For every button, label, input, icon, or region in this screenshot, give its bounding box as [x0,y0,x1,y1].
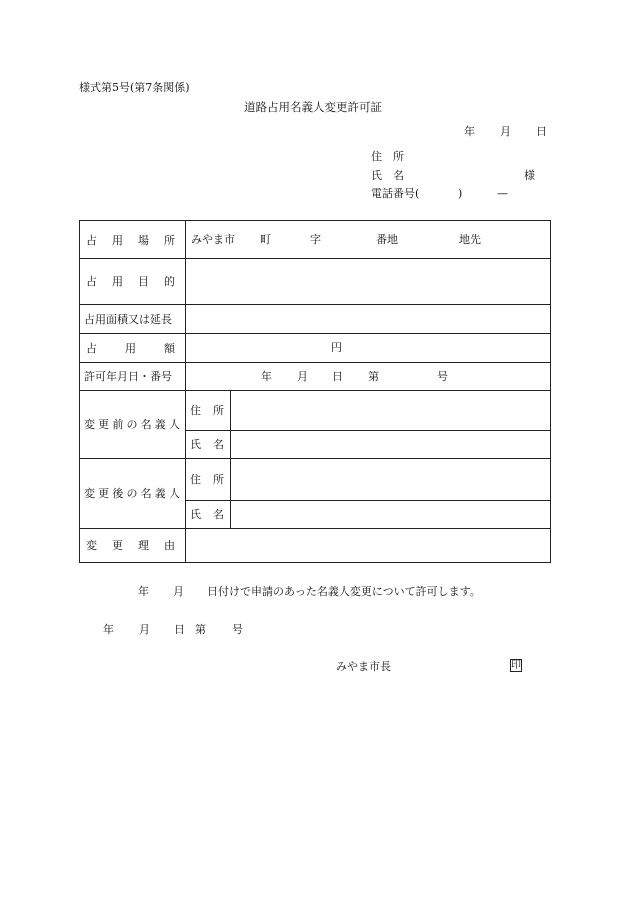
form-number: 様式第5号(第7条関係) [79,81,190,94]
after-owner-label: 変 更 後 の 名 義 人 [84,487,180,500]
applicant-name-label: 氏 名 [371,169,404,182]
column-divider [185,221,186,562]
reason-label: 変 更 理 由 [86,539,175,552]
place-saki: 地先 [459,233,481,246]
date-day: 日 [536,125,547,138]
after-name-label: 氏 名 [190,508,224,521]
issue-month: 月 [139,623,150,636]
row-divider [185,430,550,431]
permit-go: 号 [437,370,448,383]
applicant-address-label: 住 所 [371,150,404,163]
date-year: 年 [464,125,475,138]
date-month: 月 [500,125,511,138]
seal-icon: 印 [511,659,521,671]
permit-year: 年 [261,370,272,383]
place-label: 占 用 場 所 [86,233,175,247]
form-title: 道路占用名義人変更許可証 [244,100,382,114]
place-aza: 字 [310,233,321,246]
phone-label: 電話番号( [371,187,420,200]
permit-day: 日 [332,370,343,383]
honorific: 様 [524,169,535,182]
permit-dai: 第 [368,370,379,383]
area-label: 占用面積又は延長 [84,312,172,326]
issue-go: 号 [232,623,243,636]
permit-label: 許可年月日・番号 [84,370,172,383]
issue-year: 年 [103,623,114,636]
statement-year: 年 [138,585,149,598]
phone-close: ) [458,187,463,200]
before-address-label: 住 所 [190,404,224,417]
mayor-title: みやま市長 [336,660,391,673]
before-owner-label: 変 更 前 の 名 義 人 [84,418,180,431]
before-name-label: 氏 名 [190,438,224,451]
issue-dai: 第 [195,623,206,636]
statement-month: 月 [173,585,184,598]
amount-unit: 円 [331,341,342,354]
phone-dash: — [497,187,508,200]
row-divider [185,500,550,501]
permit-month: 月 [297,370,308,383]
column-divider [230,390,231,528]
statement-text: 日付けで申請のあった名義人変更について許可します。 [207,585,481,598]
after-address-label: 住 所 [190,473,224,486]
place-city: みやま市 [191,233,235,246]
amount-label: 占 用 額 [86,341,175,355]
issue-day: 日 [174,623,185,636]
permit-table [79,220,551,563]
place-town: 町 [260,233,271,246]
place-banchi: 番地 [376,233,398,246]
purpose-label: 占 用 目 的 [86,275,175,288]
